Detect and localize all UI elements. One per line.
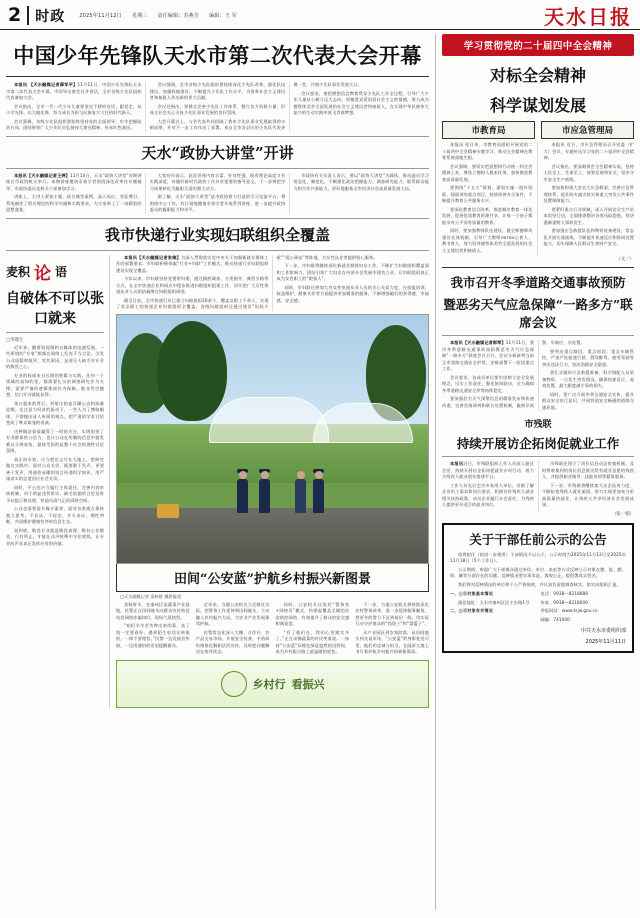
news-photo bbox=[116, 314, 429, 564]
art2-p3: 要突出重点路段、重点时段、重点车辆管控，严查严处超速行驶、酒驾醉驾、疲劳驾驶等突出违法行为，坚决消除安全隐患。 bbox=[542, 348, 634, 367]
rev-p3: 这种做法看似赢得了一时的关注，实则损害了专业群体的公信力，也让公众在纷繁的信息中愈发难以分辨真伪，最终受损的是整个社会的理性讨论氛围。 bbox=[6, 428, 104, 453]
lead-byline: 本报讯 【天水融媒记者薛军平】 bbox=[14, 82, 78, 87]
ph-p7: 从产业园区到农家院落，从田间地头到交易市场，“公安蓝”的身影处处可见，他们用忠诚与担当，在陇原大地上书写着护航乡村振兴的崭新篇章。 bbox=[355, 629, 429, 654]
edu-p3: 要深化教育综合改革，推进城乡教育一体化发展，促进优质教育资源共享，让每一个孩子都能享有公平而有质量的教育。 bbox=[442, 206, 533, 225]
notice-list-title-1: 一、公示对象基本情况 bbox=[450, 591, 493, 596]
divider bbox=[442, 456, 634, 457]
edu-p4: 同时，要加强教师队伍建设，健全师德师风建设长效机制，引导广大教师потен心育人、教书育人，努力培养德智体美劳全面发展的社会主义建设者和接班人。 bbox=[442, 228, 533, 253]
notice-phone: 电话：0938—8218888 bbox=[540, 591, 589, 596]
lead-headline: 中国少年先锋队天水市第二次代表大会开幕 bbox=[13, 43, 422, 68]
tag-disabled-federation: 市残联 bbox=[524, 420, 552, 430]
art2-p2: 要加强恶劣天气预警信息的精准发布和快速传递，完善会商研判和联合处置机制，做到早预警、早响应、早处置。 bbox=[442, 340, 585, 408]
masthead-editor-2: 编辑：王 军 bbox=[209, 13, 237, 19]
photo-tree bbox=[157, 321, 227, 421]
notice-contact-block bbox=[541, 591, 627, 625]
art3-p2: 市残联还建立了岗位信息动态收集机制，及时将收集到的岗位信息推送给有就业意愿的残疾人，并提供职业指导、技能培训等精准服务。 bbox=[542, 461, 634, 479]
sub1-p2: 大家纷纷表示，此次讲座内容丰富、针对性强，既有理论高度又有实践深度，对做好新时代政协工作具有重要的指导意义。下一步将把学习成果转化为履职尽责的强大动力。 bbox=[149, 172, 286, 191]
divider bbox=[442, 335, 634, 336]
notice-signature-date: 2025年11月11日 bbox=[585, 638, 626, 645]
emg-p0: 本报讯 近日，市应急管理局召开党委（扩大）会议，专题传达学习党的二十届四中全会精神。 bbox=[543, 142, 634, 160]
edu-p2: 要围绕“十五五”规划，谋划实施一批补短板、强弱项的重点项目，持续改善办学条件，不断提升教育公共服务水平。 bbox=[442, 185, 533, 203]
chip-education-bureau: 市教育局 bbox=[442, 121, 535, 139]
art2-p0: 11月11日，我市冬季道路交通事故预防暨恶劣天气应急保障“一路多方”联席会议召开。会议分析研判当前全市道路交通安全形势，安排部署下一阶段重点工作。 bbox=[442, 340, 534, 371]
photo-person bbox=[313, 479, 324, 513]
sub2-p4: 同时，市妇联还将加大对女性快递从业人员的关心关爱力度，在技能培训、权益维护、健康关怀等方面提供更加精准的服务，不断增强她们的获得感、幸福感、安全感。 bbox=[276, 284, 429, 303]
divider bbox=[6, 136, 429, 137]
right-headline-1-line2: 科学谋划发展 bbox=[489, 96, 586, 115]
photo-caption: 田间“公安蓝”护航乡村振兴新图景 bbox=[116, 564, 429, 592]
article-signature: （文／） bbox=[616, 257, 634, 262]
notice-title: 关于干部任前公示的公告 bbox=[469, 531, 607, 547]
ad-line-2: 看振兴 bbox=[291, 677, 325, 691]
notice-fax: 传真：0938—8218000 bbox=[540, 599, 589, 605]
commentary-body bbox=[6, 345, 104, 548]
sub1-p1: 讲座上，主讲人紧扣主题，结合典型案例，深入浅出、旁征博引，系统阐述了相关理论的科学内涵和实践要求，为大家奉上了一场精彩的思想盛宴。 bbox=[6, 194, 142, 212]
sub1-p3: 据了解，天水“政协大讲堂”是市政协着力打造的学习交流平台，将围绕中心工作，有计划地邀请专家学者开展系列讲座，进一步提升政协委员的履职能力和水平。 bbox=[149, 194, 286, 212]
emergency-bureau-article bbox=[544, 142, 635, 256]
divider bbox=[6, 218, 429, 219]
photo-story-block bbox=[116, 255, 429, 708]
ph-p4: 同时，公安机关还依托“警务室+网格员”模式，构建起覆盖全域的治安防控网络，有效提升了群众的安全感和满意度。 bbox=[275, 601, 350, 626]
sub2-p1: 今年以来，市妇联坚持党建带妇建，通过摸底调查、分类指导、典型引路等方式，在全市快递企业和网点中稳步推进妇联组织组建工作，切实把广大女性快递从业人员团结凝聚在妇联组织周围。 bbox=[116, 276, 269, 294]
education-bureau-article bbox=[442, 142, 538, 256]
emg-p3: 要紧盯重点行业领域，深入开展安全生产治本攻坚行动，全面排查整治各类风险隐患，坚决遏制重特大事故发生。 bbox=[543, 206, 634, 225]
sub-headline-1: 天水“政协大讲堂”开讲 bbox=[141, 143, 294, 162]
personnel-notice bbox=[442, 523, 634, 654]
edu-p1: 会议强调，要切实把思想和行动统一到全会精神上来，聚焦立德树人根本任务，加快推进教育高质量发展。 bbox=[442, 163, 533, 182]
lead-p1: 会议指出，全市一代一代少年儿童要坚定不移听党话、跟党走，从小学先锋、长大做先锋，努力成长为担当民族复兴大任的时代新人。 bbox=[6, 103, 142, 115]
ph-p5: “有了他们在，我们心里踏实多了。”正在采摘蔬菜的村民笑着说。一抹抹“公安蓝”穿梭在绿意盎然的田野间，成为乡村振兴路上最温暖的底色。 bbox=[275, 629, 350, 654]
ph-p1: “咱们辛辛苦苦种出来的菜，卖了钱一定要看好，遇到陌生电话让转账的，一律不要相信。”民警一边发放宣传册，一边用通俗的话语提醒群众。 bbox=[116, 623, 190, 648]
study-banner: 学习贯彻党的二十届四中全会精神 bbox=[442, 34, 634, 56]
art3-byline: 本报讯 bbox=[450, 461, 464, 466]
chip-emergency-bureau: 市应急管理局 bbox=[541, 121, 634, 139]
edu-p0: 本报讯 连日来，市教育局组织开展党的二十届四中全会精神专题学习，推动全会精神在教育系统落地生根。 bbox=[442, 142, 533, 160]
rev-p1: 专业的权威来自长期的积累与实践。任何一个领域的真知灼见，都需要扎实的调查研究作为支撑，需要严谨的逻辑推演作为保障，绝非凭空臆想、信口开河就能获得。 bbox=[6, 372, 104, 397]
divider bbox=[6, 250, 429, 251]
art2-p5: 同时，要广泛开展冬季交通安全宣传，提升群众安全出行意识，共同营造安全畅通的道路交通环境。 bbox=[542, 391, 634, 410]
notice-p0: 现将拟任（拟进一步使用）干部情况予以公示，公示时间为2025年11月12日至2025年11月18日（5个工作日）。 bbox=[450, 551, 626, 563]
art3-p1: 工作人员先后走访多家用人单位，详细了解企业用工需求和岗位要求，积极宣传残疾人就业相关扶持政策，动员企业履行社会责任，为残疾人提供更多适合的就业岗位。 bbox=[442, 482, 534, 507]
rev-p5: 同时，平台也应当履行主体责任，完善内容审核机制，对于明显违背常识、缺乏依据的言论及时予以提示和处理，营造风清气正的网络空间。 bbox=[6, 484, 104, 503]
commentary-logo bbox=[6, 259, 104, 284]
sub2-p2: 截至目前，全市快递行业已建立妇联组织20余个，覆盖女职工千余人，实现了有女职工的快递企业妇联组织全覆盖。各级妇联组织还通过建设“妈妈小屋”“爱心驿站”等阵地，为女性从业者提供贴心服务。 bbox=[116, 254, 378, 309]
right-headline-3: 持续开展访企拓岗促就业工作 bbox=[456, 436, 620, 451]
notice-list-left bbox=[450, 591, 536, 625]
ph-p2: 近年来，当地公安机关立足辖区实际，把警务工作延伸到田间地头，主动融入乡村振兴大局，为农业产业发展保驾护航。 bbox=[195, 601, 270, 626]
notice-body bbox=[450, 552, 626, 589]
ph-p3: 民警常态化深入大棚、合作社、农产品交易市场，开展安全检查、矛盾纠纷排查化解和法治宣传，及时把问题解决在萌芽状态。 bbox=[195, 629, 270, 654]
paper-logo: 天水日报 bbox=[544, 5, 632, 29]
department-chips bbox=[442, 121, 634, 139]
lead-p3: 会议强调，全市各级少先队组织要持续深化少先队改革，强化队伍建设，加强阵地建设，不断提升少先队工作水平，为培养社会主义建设者和接班人作出新的更大贡献。 bbox=[149, 82, 286, 100]
divider bbox=[6, 168, 429, 169]
rev-p4: 真正的专家，应当把论文写在大地上，把研究做在实践中。面对公众关切，既要敢于发声，更要善于发声，用通俗易懂的语言传递科学知识，用严谨求实的态度回应社会关切。 bbox=[6, 456, 104, 481]
emg-p2: 要加快构建大安全大应急框架，完善应急管理体系，提升防灾减灾救灾和重大突发公共事件处置保障能力。 bbox=[543, 185, 634, 203]
lead-p6: 会议要求，要把理想信念教育贯穿少先队工作全过程，引导广大少年儿童从小树立远大志向，厚植爱党爱国爱社会主义的情感，努力成为德智体美劳全面发展的社会主义建设者和接班人，在实现中华民族伟大复兴的生动实践中放飞青春梦想。 bbox=[293, 90, 429, 115]
article3-signature: （张一娟） bbox=[612, 511, 634, 517]
two-department-articles bbox=[442, 142, 634, 256]
sub-headline-2: 我市快递行业实现妇联组织全覆盖 bbox=[104, 225, 330, 244]
notice-list-title-2: 二、公示对象有关情况 bbox=[450, 608, 493, 613]
notice-p2: 我们将对反映情况的单位和个人严格保密，并认真负责地调查核实，如实向组织汇报。 bbox=[458, 581, 621, 587]
commentary-logo-red: 论 bbox=[34, 263, 52, 284]
emg-p1: 会议指出，要深刻领会全会精神实质，坚持人民至上、生命至上，统筹发展和安全，坚决守牢安全生产底线。 bbox=[543, 163, 634, 182]
ph-p0: 金秋时节，在秦州区某蔬菜产业基地，民警正在田间地头向群众宣传防范电信网络诈骗知识，现场气氛热烈。 bbox=[116, 601, 190, 620]
lead-p0: 11月11日，中国少年先锋队天水市第二次代表大会开幕。市领导出席会议并讲话，全市各级少先队组织代表参加大会。 bbox=[6, 82, 142, 100]
sub1-p4: 市政协有关负责人表示，要以“政协大讲堂”为载体，推动委员学习常态化、制度化，不断强化政治把握能力、调查研究能力、联系群众能力和合作共事能力，更好地服务全市经济社会高质量发展大局。 bbox=[293, 172, 429, 191]
sub1-p0: 11月14日，天水“政协大讲堂”首期讲座在市政协机关举行。本期讲座邀请专家学者围绕深化改革作专题辅导，市政协委员及机关干部参加学习。 bbox=[6, 172, 142, 191]
lead-p2: 会议强调，各级少先队组织要始终坚持党的全面领导，牢牢把握政治方向，团结带领广大少先队员弘扬伟大建党精神，传承红色基因。 bbox=[6, 118, 142, 130]
photo-credit: □天水融媒记者 梁转娇 摄影报道 bbox=[120, 593, 182, 599]
notice-contact-0: 通信地址：天水市秦州区民主东路1号 bbox=[458, 599, 530, 605]
masthead-meta bbox=[79, 12, 237, 19]
notice-signature-org: 中共天水市委组织部 bbox=[580, 628, 626, 634]
lead-article-body bbox=[6, 82, 429, 132]
lead-p4: 会议还指出，要健全完善少先队工作体系，整合各方资源力量，形成全社会关心支持少先队事业发展的良好氛围。 bbox=[149, 103, 286, 115]
ph-p6: 下一步，当地公安机关将持续深化农村警务改革，进一步延伸服务触角，把更多的警力下沉到基层一线，用实际行动守护群众的“钱袋子”和“菜篮子”。 bbox=[355, 601, 429, 626]
sub2-p0: 为深入贯彻落实党中央关于加强新就业群体工作的部署要求，市妇联积极探索“行业+妇联”工作模式，推动快递行业妇联组织建设实现全覆盖。 bbox=[116, 254, 269, 273]
commentary-logo-right: 语 bbox=[55, 264, 68, 279]
commentary-headline: 自破体不可以张口就来 bbox=[6, 290, 104, 327]
divider bbox=[442, 267, 634, 268]
art2-byline: 本报讯【天水融媒记者郭琴】 bbox=[450, 340, 506, 345]
masthead-editor-1: 责任编辑：苏燕芳 bbox=[157, 13, 200, 19]
left-column bbox=[6, 34, 436, 910]
emg-p4: 要加强应急救援队伍和物资装备建设，常态化开展实战演练，不断提升快速反应和协同处置能力，切实保障人民群众生命财产安全。 bbox=[543, 228, 634, 246]
page-number: 2 bbox=[8, 6, 29, 25]
lead-p5: 大会开幕式上，与会代表共同回顾了我市少先队事业发展取得的丰硕成果，并对下一步工作作出了部署。来自全市各县区的少先队代表齐聚一堂，共商少先队事业发展大计。 bbox=[149, 82, 362, 130]
rev-p7: 说到底，敬畏专业就是敬畏真理。唯有心存敬畏、行有所止，才能在众声喧哗中守住底线，让专业的声音真正发挥应有的价值。 bbox=[6, 527, 104, 546]
masthead-weekday: 星期三 bbox=[131, 13, 148, 19]
ad-line-1: 乡村行 bbox=[252, 677, 286, 691]
photo-person bbox=[259, 479, 270, 513]
art3-p3: 下一步，市残联将继续加大访企拓岗力度，不断拓宽残疾人就业渠道，努力实现更加充分更高质量的就业，让残疾人共享经济社会发展成果。 bbox=[542, 482, 634, 507]
photo-story-body bbox=[116, 602, 429, 656]
divider bbox=[6, 332, 104, 333]
rev-p6: 公众也需要提升媒介素养，面对各类观点保持独立思考，不盲从、不轻信，多方求证、理性判断，共同维护健康有序的信息生态。 bbox=[6, 506, 104, 524]
art2-p1: 会议要求，各成员单位要牢固树立安全发展理念，压实工作责任，强化协同联动，全力确保冬季道路交通安全形势持续稳定。 bbox=[442, 374, 534, 393]
right-article-3-body bbox=[442, 461, 634, 511]
rev-p0: 近年来，随着短视频和自媒体的迅速发展，一些所谓的“专家”频频在网络上发表不当言论，引发公众质疑和批评。究其原因，是部分人缺乏对专业的敬畏之心。 bbox=[6, 344, 104, 369]
notice-p1: 公示期间，欢迎广大干部群众通过来信、来访、来电等方式反映公示对象在德、能、勤、绩、廉等方面存在的问题。反映情况要实事求是、客观公正，提倡署真实姓名。 bbox=[450, 566, 626, 578]
campaign-ad bbox=[116, 660, 429, 708]
notice-website: 举报网站：www.tsjw.gov.cn bbox=[540, 608, 598, 613]
commentary-block bbox=[6, 255, 110, 708]
art2-p4: 要扎实做好应急救援准备，科学调配人员装备物资，一旦发生突发情况，确保快速反应、高效处置，最大限度减少事故损失。 bbox=[542, 370, 634, 388]
right-headline-2-line1: 我市召开冬季道路交通事故预防 bbox=[450, 275, 626, 290]
masthead-date: 2025年11月12日 bbox=[79, 13, 122, 19]
masthead bbox=[0, 0, 640, 30]
page-body bbox=[0, 30, 640, 916]
notice-zip: 邮编：741000 bbox=[540, 616, 570, 622]
right-headline-1-line1: 对标全会精神 bbox=[489, 66, 586, 85]
divider bbox=[6, 76, 429, 77]
rev-p2: 张口就来的背后，折射出的是浮躁心态和流量思维。在注意力经济的驱动下，一些人为了博取眼球，不惜抛出耸人听闻的观点，把严肃的学术讨论变成了哗众取宠的表演。 bbox=[6, 400, 104, 425]
section-title: 时政 bbox=[35, 8, 66, 25]
lower-left-area bbox=[6, 255, 429, 708]
sub-article-1-body bbox=[6, 173, 429, 214]
village-icon bbox=[221, 671, 247, 697]
sub1-byline: 本报讯【天水融媒记者王婷】 bbox=[14, 172, 70, 178]
right-article-2-body bbox=[442, 340, 634, 411]
photo-person bbox=[237, 479, 248, 513]
sub2-byline: 本报讯【天水融媒记者张维】 bbox=[124, 254, 181, 260]
commentary-logo-left: 麦积 bbox=[6, 264, 31, 279]
photo-greenhouse bbox=[209, 397, 329, 443]
art3-p0: 近日，市残联组织工作人员深入辖区企业，持续开展访企拓岗促就业专项行动，着力为残疾人就业创业搭建平台。 bbox=[442, 461, 534, 479]
sub2-p3: 下一步，市妇联将继续深化新就业群体妇女工作，不断扩大妇联组织覆盖面和工作影响力，团结引领广大妇女在经济社会发展中建功立业，让妇联组织真正成为女性职工的“娘家人”。 bbox=[276, 263, 429, 281]
photo-crate bbox=[157, 504, 179, 518]
photo-person bbox=[295, 479, 306, 513]
right-column bbox=[436, 34, 634, 910]
sub-article-2-body bbox=[116, 255, 429, 311]
right-headline-2-line2: 暨恶劣天气应急保障“一路多方”联席会议 bbox=[443, 297, 633, 330]
notice-columns bbox=[450, 591, 626, 625]
commentary-author: □李瑾生 bbox=[6, 337, 24, 343]
